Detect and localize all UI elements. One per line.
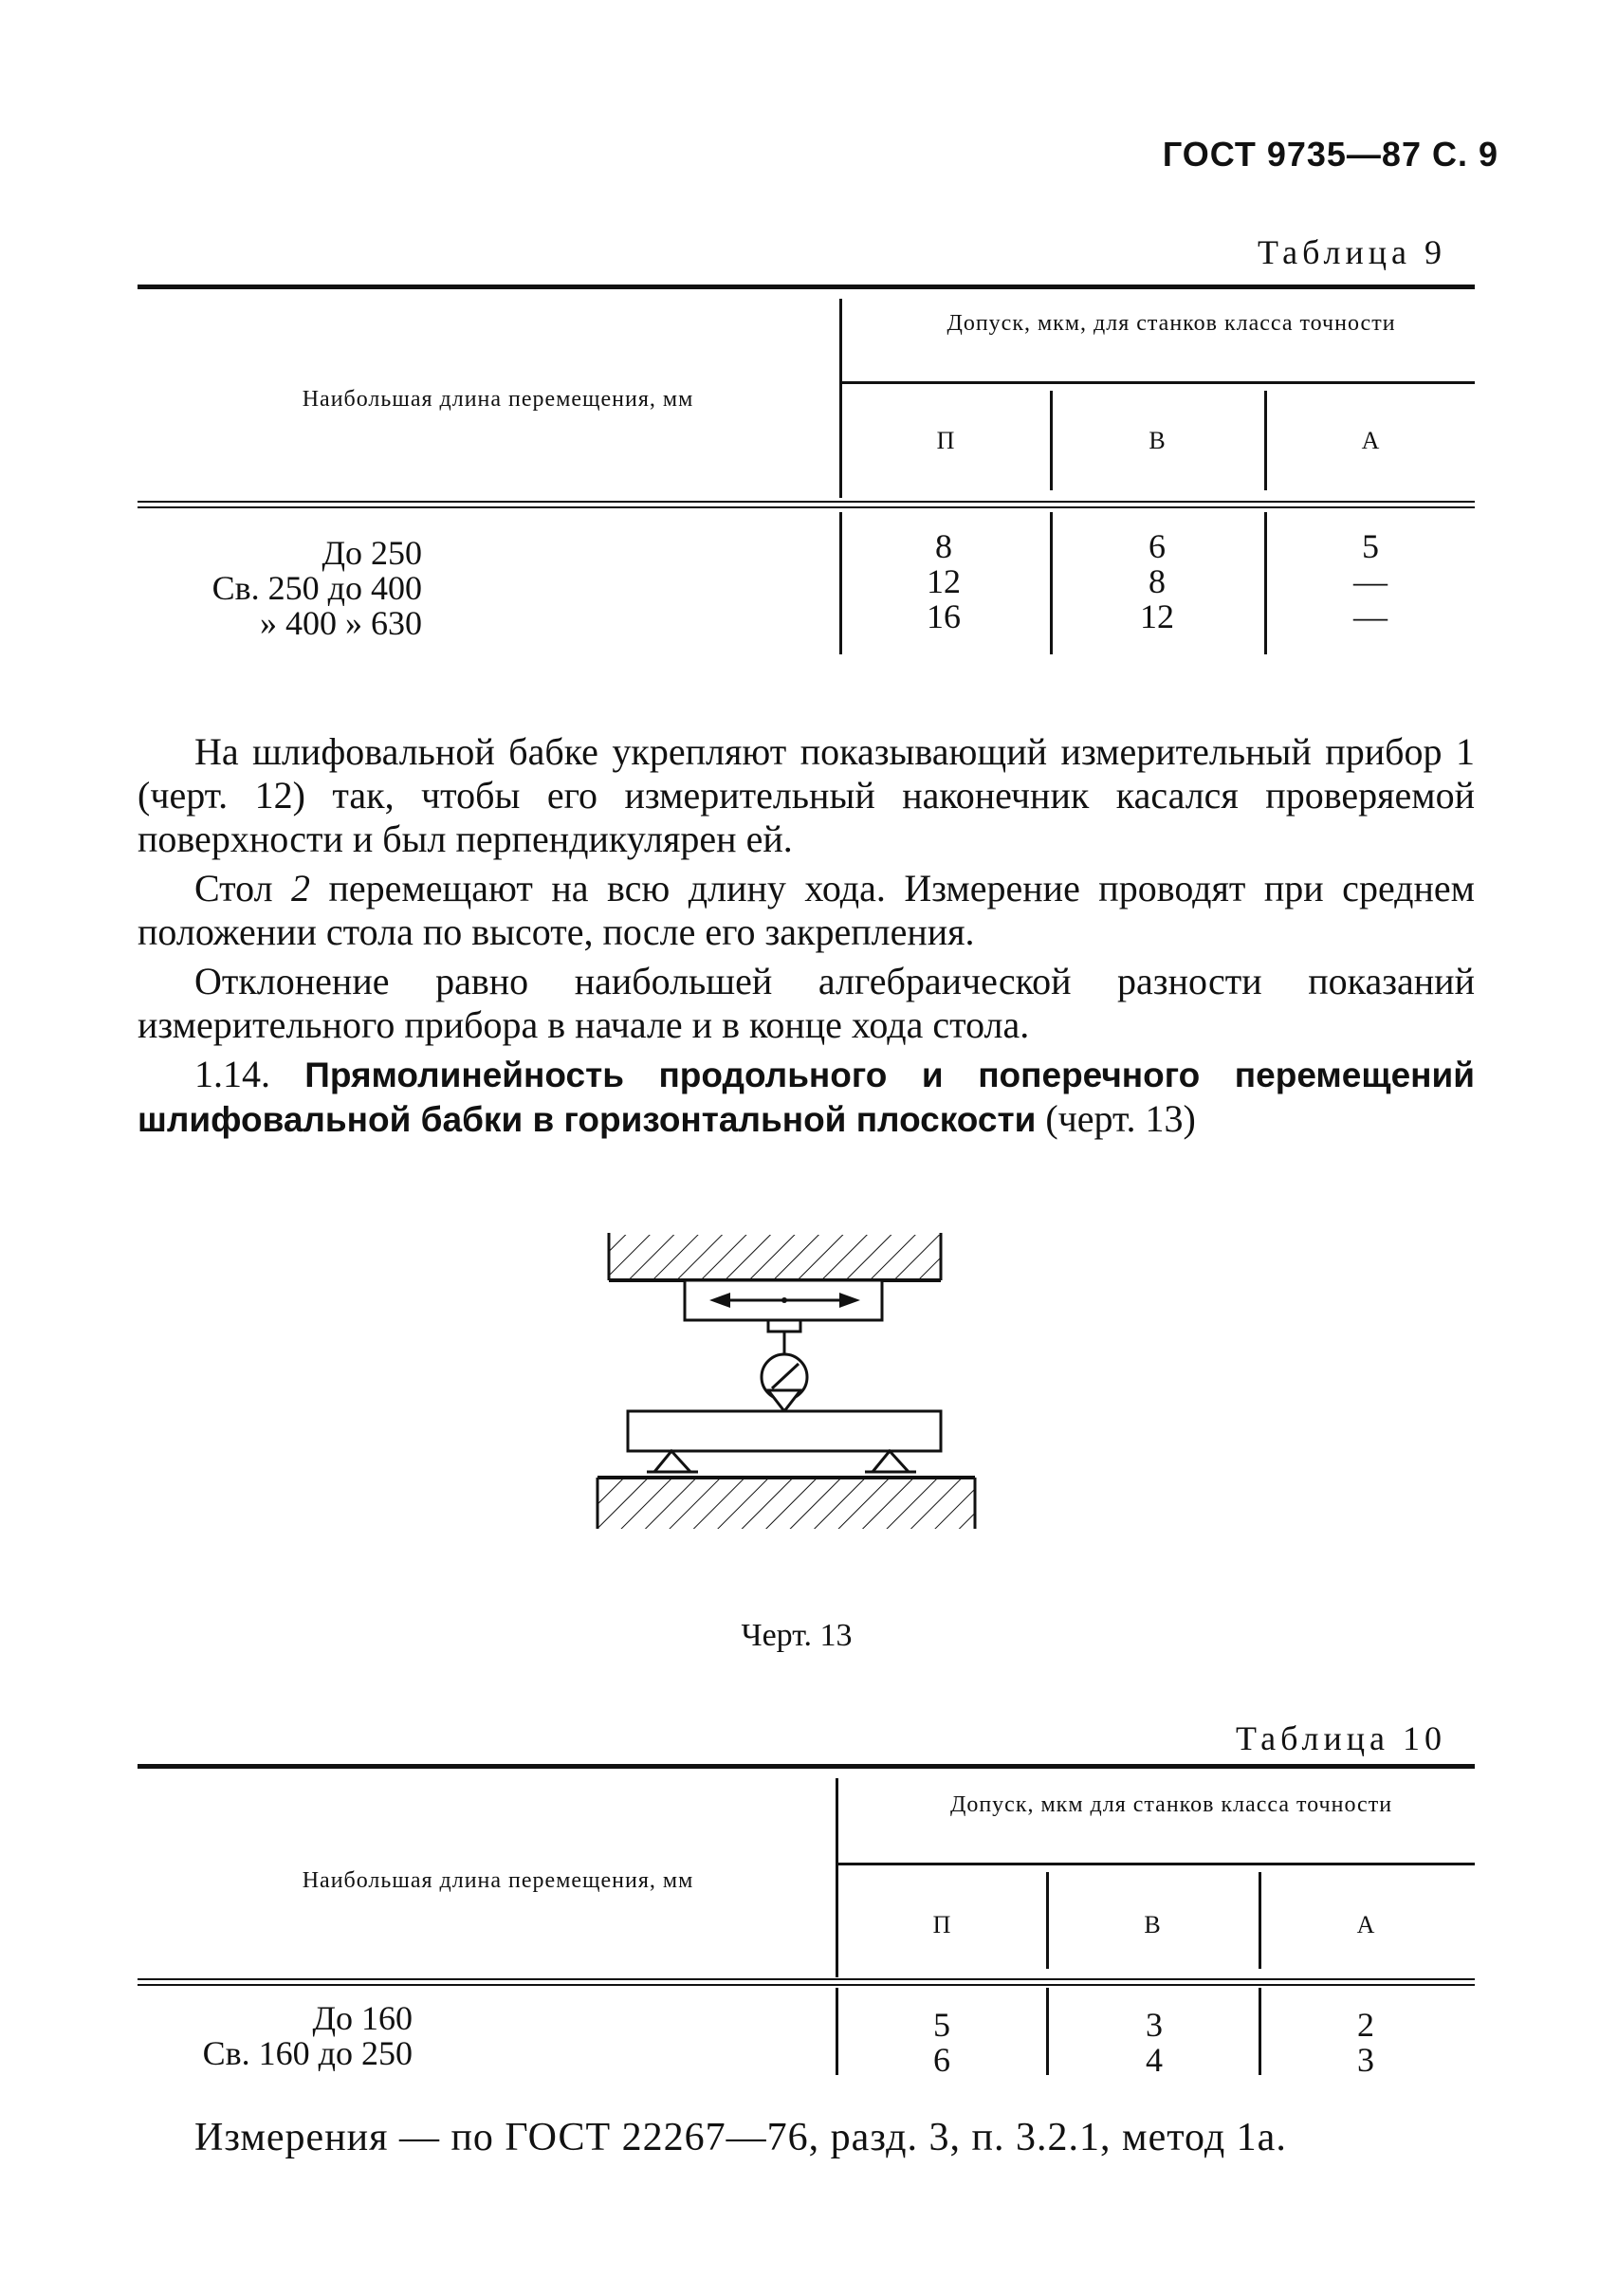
table9-cell: 8 — [1149, 562, 1166, 600]
table10-row-label: Св. 160 до 250 — [202, 2034, 413, 2072]
table10-cell: 2 — [1357, 2006, 1374, 2044]
table9-row-header: Наибольшая длина перемещения, мм — [302, 387, 694, 412]
page-header: ГОСТ 9735—87 С. 9 — [1162, 135, 1498, 174]
footer-text: Измерения — по ГОСТ 22267—76, разд. 3, п. 3.2.1, метод 1а. — [194, 2116, 1287, 2159]
table10-p-values — [847, 2008, 1037, 2078]
table10-col-a: А — [1356, 1911, 1375, 1938]
table10-group-header: Допуск, мкм для станков класса точности — [949, 1792, 1393, 1817]
table9-col-p: П — [936, 427, 955, 454]
table9-cell: 8 — [935, 527, 952, 565]
table9-row-label: » 400 » 630 — [260, 604, 422, 642]
paragraph-text: Отклонение равно наибольшей алгебраической разности показаний измерительного прибора в начале и в конце хода стола. — [138, 960, 1475, 1046]
table10-top-rule — [138, 1764, 1475, 1769]
table10-a-values — [1271, 2008, 1461, 2078]
table10-divider — [836, 1778, 838, 1977]
measurement-diagram — [588, 1223, 986, 1565]
table9-cell: — — [1353, 562, 1388, 600]
table10-header-rule — [138, 1978, 1475, 1986]
table9-cell: 12 — [1140, 597, 1174, 635]
paragraph-text: Стол — [194, 867, 292, 909]
top-hatched-fixture — [609, 1235, 941, 1280]
body-text — [138, 730, 1475, 1142]
table9-cell: 5 — [1362, 527, 1379, 565]
table9-header-rule — [138, 501, 1475, 508]
support-left — [654, 1451, 690, 1472]
table9-cell: 16 — [927, 597, 961, 635]
table10-cell: 3 — [1357, 2041, 1374, 2079]
clause-heading: Прямолинейность продольного и поперечного перемещений шлифовальной бабки в горизонтальной плоскости — [138, 1056, 1476, 1139]
table9 — [138, 285, 1475, 664]
table9-divider — [839, 299, 842, 498]
table9-divider — [1264, 512, 1267, 654]
table9-cell: 6 — [1149, 527, 1166, 565]
table10-cell: 4 — [1146, 2041, 1163, 2079]
table9-a-values — [1276, 529, 1465, 634]
paragraph — [138, 730, 1475, 861]
table10-cell: 6 — [933, 2041, 950, 2079]
table9-col-a: А — [1361, 427, 1380, 454]
paragraph-text: (черт. 13) — [1036, 1097, 1196, 1140]
paragraph — [138, 960, 1475, 1047]
table10-divider — [1259, 1988, 1261, 2075]
table9-cell: — — [1353, 597, 1388, 635]
part-number: 2 — [291, 867, 311, 909]
table9-row-label: До 250 — [322, 534, 422, 572]
table10-divider — [836, 1988, 838, 2075]
table10-cell: 5 — [933, 2006, 950, 2044]
table10-subheader-rule — [837, 1863, 1475, 1865]
paragraph-text: На шлифовальной бабке укрепляют показывающий измерительный прибор 1 (черт. 12) так, чтобы его измерительный наконечник касался проверяемой поверхности и был перпендикулярен ей. — [138, 730, 1475, 860]
straightedge — [628, 1411, 941, 1451]
table9-divider — [1050, 512, 1053, 654]
table9-caption: Таблица 9 — [1258, 233, 1446, 271]
table10-col-p: П — [932, 1911, 951, 1938]
table10-col-v: В — [1144, 1911, 1161, 1938]
support-right — [873, 1451, 909, 1472]
table10-caption: Таблица 10 — [1236, 1719, 1446, 1757]
figure-caption: Черт. 13 — [741, 1618, 853, 1653]
table10-divider — [1046, 1988, 1049, 2075]
table9-row-label: Св. 250 до 400 — [211, 569, 422, 607]
bottom-hatched-table — [597, 1479, 975, 1529]
table9-v-values — [1062, 529, 1252, 634]
table9-divider — [839, 512, 842, 654]
table9-subheader-rule — [841, 381, 1475, 384]
table9-top-rule — [138, 285, 1475, 289]
table9-col-v: В — [1149, 427, 1166, 454]
paragraph — [138, 1053, 1475, 1142]
table9-row-labels — [138, 536, 422, 641]
paragraph-text: перемещают на всю длину хода. Измерение проводят при среднем положении стола по высоте, после его закрепления. — [138, 867, 1475, 953]
table10 — [138, 1764, 1475, 2086]
table9-p-values — [849, 529, 1038, 634]
table10-row-header: Наибольшая длина перемещения, мм — [302, 1868, 694, 1893]
table10-row-label: До 160 — [312, 1999, 413, 2037]
paragraph — [138, 867, 1475, 954]
table10-row-labels — [138, 2001, 413, 2071]
clause-number: 1.14. — [194, 1053, 270, 1095]
table10-cell: 3 — [1146, 2006, 1163, 2044]
table9-group-header: Допуск, мкм, для станков класса точности — [947, 311, 1396, 336]
table10-v-values — [1059, 2008, 1249, 2078]
table9-cell: 12 — [927, 562, 961, 600]
